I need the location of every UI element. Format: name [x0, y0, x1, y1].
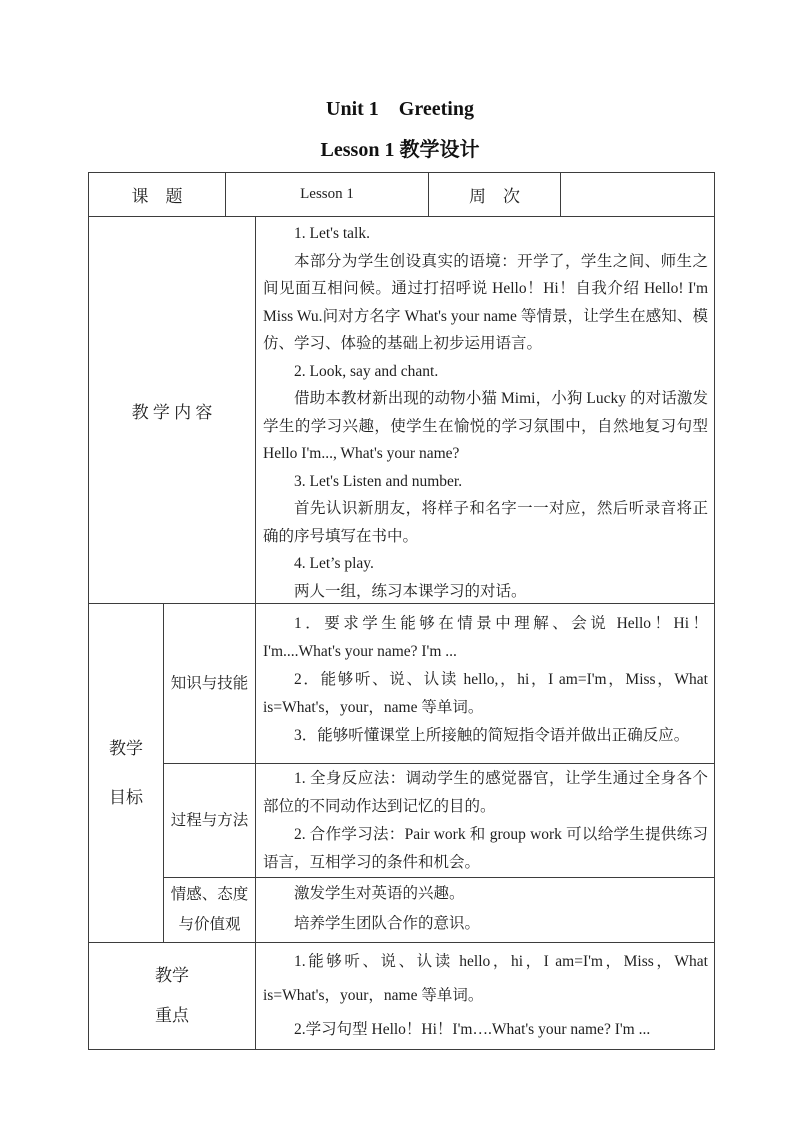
knowledge-skills-subrow [164, 604, 714, 764]
paragraph: 首先认识新朋友，将样子和名字一一对应，然后听录音将正确的序号填写在书中。 [263, 500, 708, 545]
teaching-content-text [256, 217, 714, 603]
teaching-keypoints-label [89, 943, 256, 1049]
paragraph: 1．要求学生能够在情景中理解、会说 Hello！Hi！I'm....What's your name? I'm ... [263, 615, 708, 660]
week-label: 周 次 [469, 187, 520, 206]
process-methods-label: 过程与方法 [164, 764, 256, 877]
teaching-objectives-label [89, 604, 164, 942]
topic-value-cell [226, 173, 429, 216]
affect-values-label: 情感、态度与价值观 [164, 878, 256, 942]
paragraph: 激发学生对英语的兴趣。 [294, 885, 465, 902]
lesson-plan-table [88, 172, 715, 1050]
week-label-cell [429, 173, 561, 216]
paragraph: 培养学生团队合作的意识。 [294, 915, 481, 932]
teaching-keypoints-label-line2: 重点 [155, 1006, 189, 1025]
teaching-objectives-label-line1: 教学 [109, 739, 143, 758]
knowledge-skills-text [256, 604, 714, 763]
process-methods-text [256, 764, 714, 877]
paragraph: 2. 合作学习法：Pair work 和 group work 可以给学生提供练习语言，互相学习的条件和机会。 [263, 826, 708, 871]
affect-values-text [256, 878, 714, 942]
table-header-row [89, 173, 714, 217]
objectives-sub-rows [164, 604, 714, 942]
week-value-cell [561, 173, 714, 216]
paragraph: 两人一组，练习本课学习的对话。 [294, 582, 527, 600]
topic-label-cell [89, 173, 226, 216]
affect-values-subrow [164, 878, 714, 942]
paragraph: 3．能够听懂课堂上所接触的简短指令语并做出正确反应。 [294, 727, 690, 744]
topic-label: 课 题 [131, 187, 183, 206]
paragraph: 1.能够听、说、认读 hello，hi，I am=I'm，Miss，What is=What's，your，name 等单词。 [263, 953, 708, 1004]
teaching-keypoints-label-line1: 教学 [155, 966, 189, 985]
paragraph: 3. Let's Listen and number. [294, 472, 463, 490]
teaching-content-label: 教 学 内 容 [89, 217, 256, 603]
teaching-keypoints-text [256, 943, 714, 1049]
teaching-objectives-row [89, 604, 714, 943]
teaching-keypoints-row [89, 943, 714, 1049]
paragraph: 2．能够听、说、认读 hello,，hi，I am=I'm，Miss，What is=What's，your，name 等单词。 [263, 671, 708, 716]
document-title-block [0, 0, 800, 165]
paragraph: 2. Look, say and chant. [294, 362, 439, 380]
paragraph: 2.学习句型 Hello！Hi！I'm….What's your name? I'm ... [294, 1021, 651, 1038]
paragraph: 1. Let's talk. [294, 225, 370, 242]
knowledge-skills-label: 知识与技能 [164, 604, 256, 763]
topic-value: Lesson 1 [300, 186, 354, 202]
document-title-unit: Unit 1 Greeting [326, 98, 474, 120]
paragraph: 4. Let’s play. [294, 555, 374, 572]
process-methods-subrow [164, 764, 714, 878]
document-title-lesson: Lesson 1 教学设计 [320, 139, 480, 161]
teaching-content-row [89, 217, 714, 604]
teaching-objectives-label-line2: 目标 [109, 788, 143, 807]
paragraph: 1. 全身反应法：调动学生的感觉器官，让学生通过全身各个部位的不同动作达到记忆的目的。 [263, 770, 708, 815]
paragraph: 本部分为学生创设真实的语境：开学了，学生之间、师生之间见面互相问候。通过打招呼说 Hello！Hi！自我介绍 Hello! I'm Miss Wu.问对方名字 What's your name 等情景，让学生在感知、模仿、学习、体验的基础上初步运用语言。 [263, 252, 708, 352]
paragraph: 借助本教材新出现的动物小猫 Mimi，小狗 Lucky 的对话激发学生的学习兴趣，使学生在愉悦的学习氛围中，自然地复习句型 Hello I'm..., What's your name? [263, 390, 708, 462]
